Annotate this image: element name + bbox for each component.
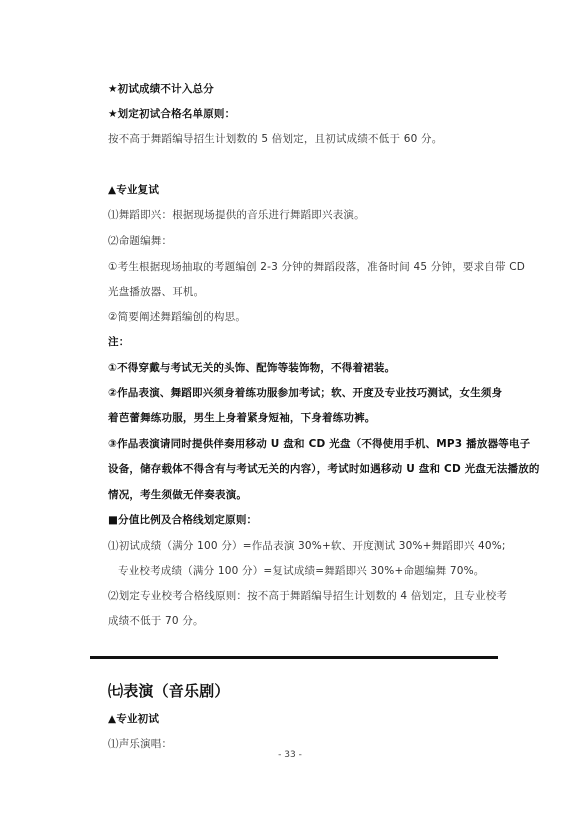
note-3: ③作品表演请同时提供伴奏用移动 U 盘和 CD 光盘（不得使用手机、MP3 播放器等电子	[108, 438, 531, 450]
section-divider	[90, 656, 498, 659]
choreography-detail-2: ②简要阐述舞蹈编创的构思。	[108, 311, 247, 323]
section-professional-initial: ▲专业初试	[108, 713, 160, 725]
pass-line-rule-cont: 成绩不低于 70 分。	[108, 615, 204, 627]
score-professional-formula: 专业校考成绩（满分 100 分）=复试成绩=舞蹈即兴 30%+命题编舞 70%。	[118, 565, 485, 577]
note-3-cont-1: 设备，储存载体不得含有与考试无关的内容），考试时如遇移动 U 盘和 CD 光盘无法播放的	[108, 463, 540, 475]
note-2-cont: 着芭蕾舞练功服，男生上身着紧身短袖，下身着练功裤。	[108, 412, 376, 424]
section-professional-retest: ▲专业复试	[108, 184, 160, 196]
item-dance-improvisation: ⑴舞蹈即兴：根据现场提供的音乐进行舞蹈即兴表演。	[108, 209, 365, 221]
note-3-cont-2: 情况，考生须做无伴奏表演。	[108, 489, 248, 501]
score-initial-formula: ⑴初试成绩（满分 100 分）=作品表演 30%+软、开度测试 30%+舞蹈即兴 40%;	[108, 540, 506, 552]
section-score-ratio: ■分值比例及合格线划定原则：	[108, 514, 258, 526]
item-choreography: ⑵命题编舞：	[108, 235, 173, 247]
initial-pass-rule: 按不高于舞蹈编导招生计划数的 5 倍划定，且初试成绩不低于 60 分。	[108, 133, 443, 145]
page-number: - 33 -	[278, 750, 302, 760]
pass-line-rule: ⑵划定专业校考合格线原则：按不高于舞蹈编导招生计划数的 4 倍划定，且专业校考	[108, 590, 508, 602]
note-initial-score-excluded: ★初试成绩不计入总分	[108, 83, 214, 95]
note-1: ①不得穿戴与考试无关的头饰、配饰等装饰物，不得着裙装。	[108, 362, 396, 374]
choreography-detail-1-cont: 光盘播放器、耳机。	[108, 286, 205, 298]
note-initial-pass-principle: ★划定初试合格名单原则：	[108, 108, 236, 120]
notes-label: 注：	[108, 336, 130, 348]
choreography-detail-1: ①考生根据现场抽取的考题编创 2-3 分钟的舞蹈段落，准备时间 45 分钟，要求自带 CD	[108, 261, 526, 273]
note-2: ②作品表演、舞蹈即兴须身着练功服参加考试；软、开度及专业技巧测试，女生须身	[108, 387, 503, 399]
item-vocal-performance: ⑴声乐演唱：	[108, 738, 173, 750]
section-heading-musical: ㈦表演（音乐剧）	[108, 682, 230, 700]
